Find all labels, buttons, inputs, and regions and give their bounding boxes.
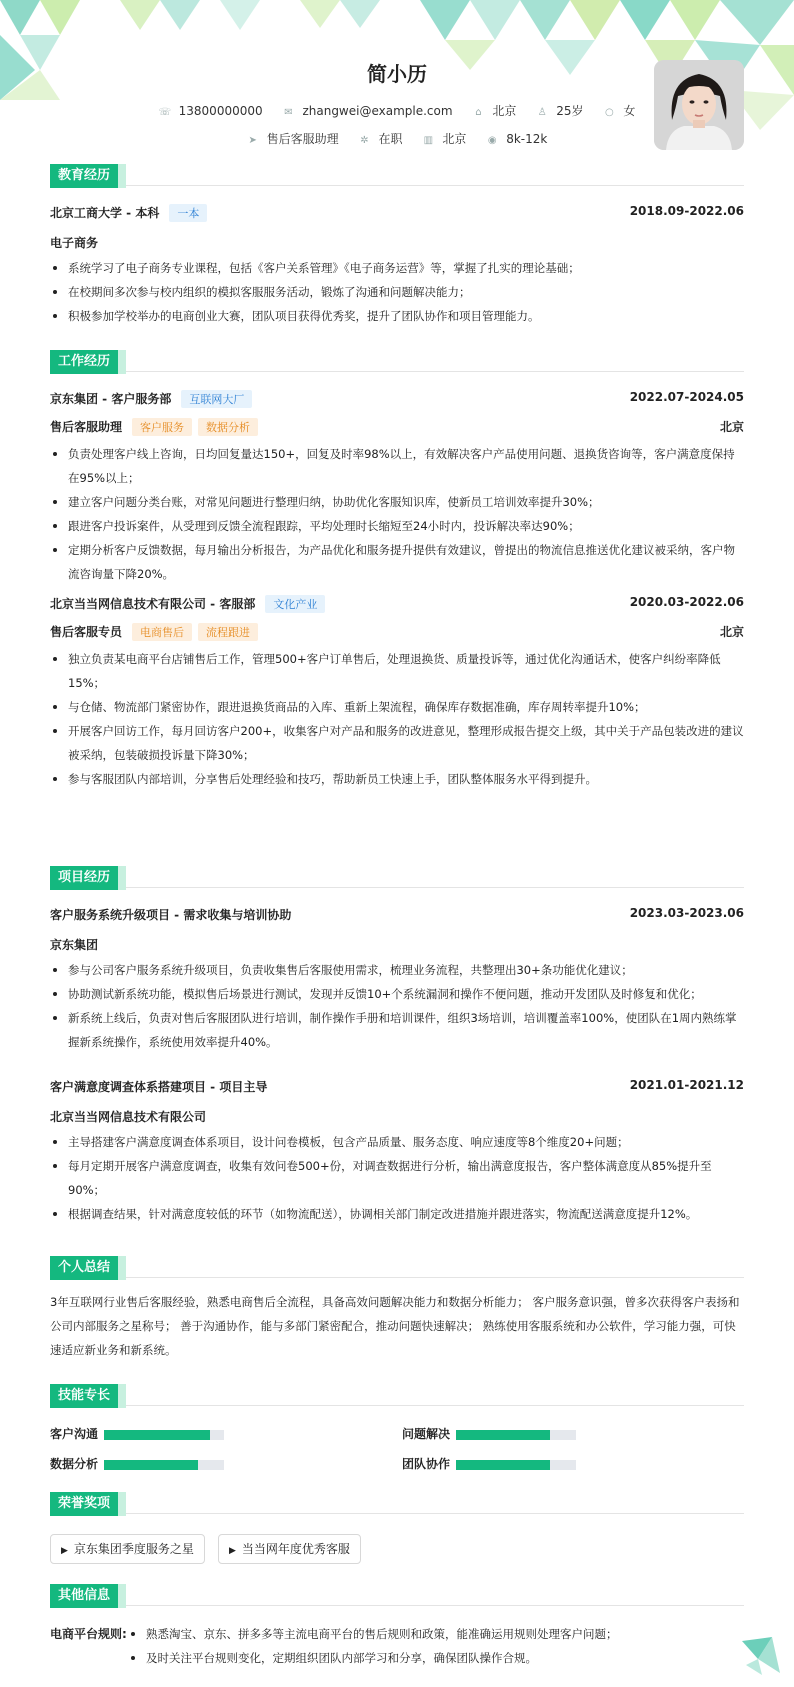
list-item: 定期分析客户反馈数据，每月输出分析报告，为产品优化和服务提升提供有效建议，曾提出的物流信息推送优化建议被采纳，客户物流咨询量下降20%。 <box>50 538 744 586</box>
header <box>0 0 794 160</box>
gender-icon: ○ <box>604 107 614 118</box>
education-header <box>50 164 744 188</box>
project-date: 2023.03-2023.06 <box>629 906 744 920</box>
list-item: 参与客服团队内部培训，分享售后处理经验和技巧，帮助新员工快速上手，团队整体服务水平得到提升。 <box>50 767 744 791</box>
job-bullets <box>50 442 744 586</box>
award-text: 京东集团季度服务之星 <box>73 1542 194 1556</box>
divider <box>50 1277 744 1278</box>
phone-text: 13800000000 <box>178 104 263 118</box>
play-icon: ▶ <box>229 1546 236 1556</box>
job-date: 2022.07-2024.05 <box>629 390 744 404</box>
skills-header <box>50 1384 744 1408</box>
education-date: 2018.09-2022.06 <box>629 204 744 218</box>
skill-tag: 流程跟进 <box>198 623 258 641</box>
list-item: 积极参加学校举办的电商创业大赛，团队项目获得优秀奖，提升了团队协作和项目管理能力。 <box>50 304 744 328</box>
school-name: 北京工商大学 - 本科 <box>50 206 160 220</box>
education-bullets <box>50 256 744 328</box>
position-name: 售后客服助理 <box>50 420 123 434</box>
candidate-name: 简小历 <box>367 62 427 86</box>
awards-list <box>50 1534 744 1566</box>
awards-section <box>50 1492 744 1568</box>
skill-name: 客户沟通 <box>50 1427 99 1441</box>
work-title: 工作经历 <box>50 350 118 374</box>
building-icon: ▥ <box>423 135 434 146</box>
company-tag: 互联网大厂 <box>181 390 252 408</box>
divider <box>50 1513 744 1514</box>
corner-decoration-icon <box>742 1637 782 1677</box>
company-name: 京东集团 - 客户服务部 <box>50 392 172 406</box>
major: 电子商务 <box>50 236 99 250</box>
skill-fill <box>456 1460 550 1470</box>
salary-text: 8k-12k <box>506 132 548 146</box>
list-item: 独立负责某电商平台店铺售后工作，管理500+客户订单售后，处理退换货、质量投诉等，通过优化沟通话术，使客户纠纷率降低15%； <box>50 647 744 695</box>
age-text: 25岁 <box>556 104 584 118</box>
project-org: 京东集团 <box>50 938 99 952</box>
age-item <box>536 102 583 119</box>
other-bullets <box>128 1622 688 1670</box>
list-item: 在校期间多次参与校内组织的模拟客服服务活动，锻炼了沟通和问题解决能力； <box>50 280 744 304</box>
job-target-text: 售后客服助理 <box>266 132 339 146</box>
projects-header <box>50 866 744 890</box>
project-row <box>50 1078 744 1096</box>
list-item: 负责处理客户线上咨询，日均回复量达150+，回复及时率98%以上，有效解决客户产品使用问题、退换货咨询等，客户满意度保持在95%以上； <box>50 442 744 490</box>
position-row <box>50 623 744 641</box>
projects-section <box>50 866 744 1236</box>
skill-bar <box>104 1460 224 1470</box>
skill-fill <box>456 1430 550 1440</box>
list-item: 参与公司客户服务系统升级项目，负责收集售后客服使用需求，梳理业务流程，共整理出30+条功能优化建议； <box>50 958 744 982</box>
list-item: 与仓储、物流部门紧密协作，跟进退换货商品的入库、重新上架流程，确保库存数据准确，库存周转率提升10%； <box>50 695 744 719</box>
job-bullets <box>50 647 744 791</box>
send-icon: ➤ <box>248 135 257 146</box>
list-item: 熟悉淘宝、京东、拼多多等主流电商平台的售后规则和政策，能准确运用规则处理客户问题； <box>128 1622 688 1646</box>
skill-tag: 数据分析 <box>198 418 258 436</box>
summary-header <box>50 1256 744 1280</box>
list-item: 开展客户回访工作，每月回访客户200+，收集客户对产品和服务的改进意见，整理形成报告提交上级，其中关于产品包装改进的建议被采纳，包装破损投诉量下降30%； <box>50 719 744 767</box>
project-bullets <box>50 1130 744 1226</box>
award-chip <box>50 1534 205 1564</box>
education-section <box>50 164 744 334</box>
job-row <box>50 390 744 408</box>
phone-item <box>159 104 263 118</box>
education-row <box>50 204 744 222</box>
skill-bar <box>456 1430 576 1440</box>
job-date: 2020.03-2022.06 <box>629 595 744 609</box>
job-city: 北京 <box>719 420 744 434</box>
phone-icon: ☏ <box>158 107 172 118</box>
awards-header <box>50 1492 744 1516</box>
divider <box>50 1405 744 1406</box>
other-label: 电商平台规则: <box>50 1627 127 1641</box>
skill-item <box>402 1454 602 1472</box>
skill-fill <box>104 1460 198 1470</box>
target-city-item <box>422 130 466 147</box>
skill-name: 团队协作 <box>402 1457 451 1471</box>
project-bullets <box>50 958 744 1054</box>
summary-text: 3年互联网行业售后客服经验，熟悉电商售后全流程，具备高效问题解决能力和数据分析能力； 客户服务意识强，曾多次获得客户表扬和公司内部服务之星称号； 善于沟通协作，能与多部门紧密配合，推动问题快速解决； 熟练使用客服系统和办公软件，学习能力强，可快速适应新业务和新系统。 <box>50 1295 740 1357</box>
award-text: 当当网年度优秀客服 <box>241 1542 350 1556</box>
skill-name: 问题解决 <box>402 1427 451 1441</box>
skill-fill <box>104 1430 210 1440</box>
skill-tag: 客户服务 <box>132 418 192 436</box>
skill-item <box>50 1424 250 1442</box>
awards-title: 荣誉奖项 <box>50 1492 118 1516</box>
project-name: 客户满意度调查体系搭建项目 - 项目主导 <box>50 1080 268 1094</box>
person-icon: ♙ <box>537 107 547 118</box>
project-date: 2021.01-2021.12 <box>629 1078 744 1092</box>
summary-section <box>50 1256 744 1366</box>
list-item: 及时关注平台规则变化，定期组织团队内部学习和分享，确保团队操作合规。 <box>128 1646 688 1670</box>
other-header <box>50 1584 744 1608</box>
award-chip <box>218 1534 361 1564</box>
skill-bar <box>104 1430 224 1440</box>
coin-icon: ◉ <box>487 135 497 146</box>
divider <box>50 185 744 186</box>
project-name: 客户服务系统升级项目 - 需求收集与培训协助 <box>50 908 292 922</box>
list-item: 每月定期开展客户满意度调查，收集有效问卷500+份，对调查数据进行分析，输出满意度报告，客户整体满意度从85%提升至90%； <box>50 1154 744 1202</box>
position-name: 售后客服专员 <box>50 625 123 639</box>
job-row <box>50 595 744 613</box>
email-item <box>282 104 452 118</box>
projects-title: 项目经历 <box>50 866 118 890</box>
status-item <box>359 130 403 147</box>
divider <box>50 887 744 888</box>
project-row <box>50 906 744 924</box>
city-item <box>472 102 516 119</box>
mail-icon: ✉ <box>284 107 293 118</box>
avatar <box>654 60 744 150</box>
company-tag: 文化产业 <box>265 595 325 613</box>
avatar-portrait-icon <box>654 60 744 150</box>
list-item: 主导搭建客户满意度调查体系项目，设计问卷模板，包含产品质量、服务态度、响应速度等8个维度20+问题； <box>50 1130 744 1154</box>
city-text: 北京 <box>492 104 517 118</box>
skills-title: 技能专长 <box>50 1384 118 1408</box>
gender-text: 女 <box>623 104 636 118</box>
skill-item <box>50 1454 250 1472</box>
divider <box>50 1605 744 1606</box>
list-item: 跟进客户投诉案件，从受理到反馈全流程跟踪，平均处理时长缩短至24小时内，投诉解决率达90%； <box>50 514 744 538</box>
gear-icon: ✲ <box>360 135 369 146</box>
status-text: 在职 <box>378 132 403 146</box>
project-org: 北京当当网信息技术有限公司 <box>50 1110 207 1124</box>
company-name: 北京当当网信息技术有限公司 - 客服部 <box>50 597 256 611</box>
summary-title: 个人总结 <box>50 1256 118 1280</box>
other-title: 其他信息 <box>50 1584 118 1608</box>
skills-section <box>50 1384 744 1474</box>
school-tag: 一本 <box>169 204 207 222</box>
skill-tag: 电商售后 <box>132 623 192 641</box>
skill-name: 数据分析 <box>50 1457 99 1471</box>
position-row <box>50 418 744 436</box>
home-icon: ⌂ <box>475 107 482 118</box>
job-target-item <box>247 130 339 147</box>
work-header <box>50 350 744 374</box>
list-item: 协助测试新系统功能，模拟售后场景进行测试，发现并反馈10+个系统漏洞和操作不便问题，推动开发团队及时修复和优化； <box>50 982 744 1006</box>
list-item: 新系统上线后，负责对售后客服团队进行培训，制作操作手册和培训课件，组织3场培训，培训覆盖率100%，使团队在1周内熟练掌握新系统操作，系统使用效率提升40%。 <box>50 1006 744 1054</box>
target-city-text: 北京 <box>442 132 467 146</box>
email-text: zhangwei@example.com <box>302 104 453 118</box>
education-title: 教育经历 <box>50 164 118 188</box>
divider <box>50 371 744 372</box>
other-section <box>50 1584 744 1684</box>
gender-item <box>603 102 635 119</box>
job-city: 北京 <box>719 625 744 639</box>
list-item: 系统学习了电子商务专业课程，包括《客户关系管理》《电子商务运营》等，掌握了扎实的理论基础； <box>50 256 744 280</box>
skill-item <box>402 1424 602 1442</box>
list-item: 建立客户问题分类台账，对常见问题进行整理归纳，协助优化客服知识库，使新员工培训效率提升30%； <box>50 490 744 514</box>
work-section <box>50 350 744 800</box>
list-item: 根据调查结果，针对满意度较低的环节（如物流配送），协调相关部门制定改进措施并跟进落实，物流配送满意度提升12%。 <box>50 1202 744 1226</box>
play-icon: ▶ <box>61 1546 68 1556</box>
skill-bar <box>456 1460 576 1470</box>
salary-item <box>486 132 547 146</box>
